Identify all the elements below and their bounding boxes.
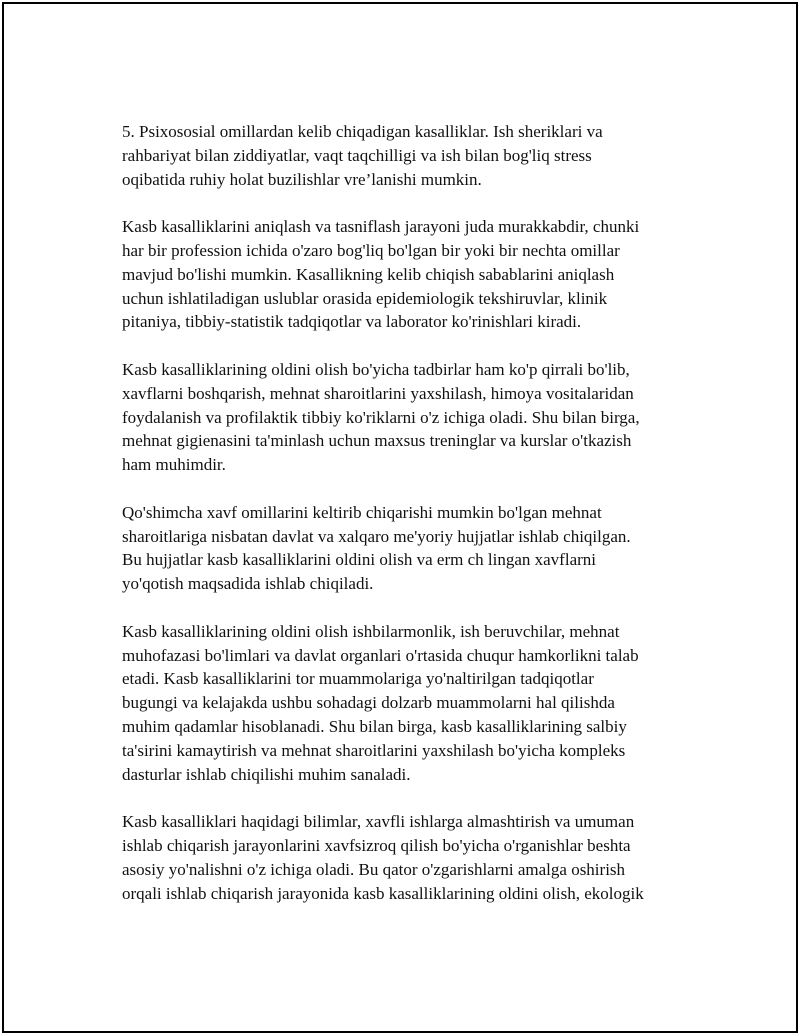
paragraph-regulatory-documents: Qo'shimcha xavf omillarini keltirib chiqarishi mumkin bo'lgan mehnat sharoitlariga nisbatan davlat va xalqaro me'yoriy hujjatlar ishlab chiqilgan. Bu hujjatlar kasb kasalliklarini oldini olish va erm ch lingan xavflarni yo'qotish maqsadida ishlab chiqiladi. (122, 502, 631, 594)
paragraph-prevention-measures: Kasb kasalliklarining oldini olish bo'yicha tadbirlar ham ko'p qirrali bo'lib, xavflarni boshqarish, mehnat sharoitlarini yaxshilash, himoya vositalaridan foydalanish va profilaktik tibbiy ko'riklarni o'z ichiga oladi. Shu bilan birga, mehnat gigienasini ta'minlash uchun maxsus treninglar va kurslar o'tkazish ham muhimdir. (122, 359, 640, 475)
paragraph-diagnosis-classification: Kasb kasalliklarini aniqlash va tasniflash jarayoni juda murakkabdir, chunki har bir profession ichida o'zaro bog'liq bo'lgan bir yoki bir nechta omillar mavjud bo'lishi mumkin. Kasallikning kelib chiqish sabablarini aniqlash uchun ishlatiladigan uslublar orasida epidemiologik tekshiruvlar, klinik pitaniya, tibbiy-statistik tadqiqotlar va laborator ko'rinishlari kiradi. (122, 217, 640, 332)
document-body (122, 120, 697, 929)
paragraph-knowledge-directions: Kasb kasalliklari haqidagi bilimlar, xavfli ishlarga almashtirish va umuman ishlab chiqarish jarayonlarini xavfsizroq qilish bo'yicha o'rganishlar beshta asosiy yo'nalishni o'z ichiga oladi. Bu qator o'zgarishlarni amalga oshirish orqali ishlab chiqarish jarayonida kasb kasalliklarining oldini olish, ekologik (122, 812, 644, 903)
paragraph-psychosocial-factors: 5. Psixososial omillardan kelib chiqadigan kasalliklar. Ish sheriklari va rahbariyat bilan ziddiyatlar, vaqt taqchilligi va ish bilan bog'liq stress oqibatida ruhiy holat buzilishlar vre’lanishi mumkin. (122, 122, 603, 189)
paragraph-cooperation: Kasb kasalliklarining oldini olish ishbilarmonlik, ish beruvchilar, mehnat muhofazasi bo'limlari va davlat organlari o'rtasida chuqur hamkorlikni talab etadi. Kasb kasalliklarini tor muammolariga yo'naltirilgan tadqiqotlar bugungi va kelajakda ushbu sohadagi dolzarb muammolarni hal qilishda muhim qadamlar hisoblanadi. Shu bilan birga, kasb kasalliklarining salbiy ta'sirini kamaytirish va mehnat sharoitlarini yaxshilash bo'yicha kompleks dasturlar ishlab chiqilishi muhim sanaladi. (122, 621, 639, 784)
page-frame (2, 2, 798, 1033)
